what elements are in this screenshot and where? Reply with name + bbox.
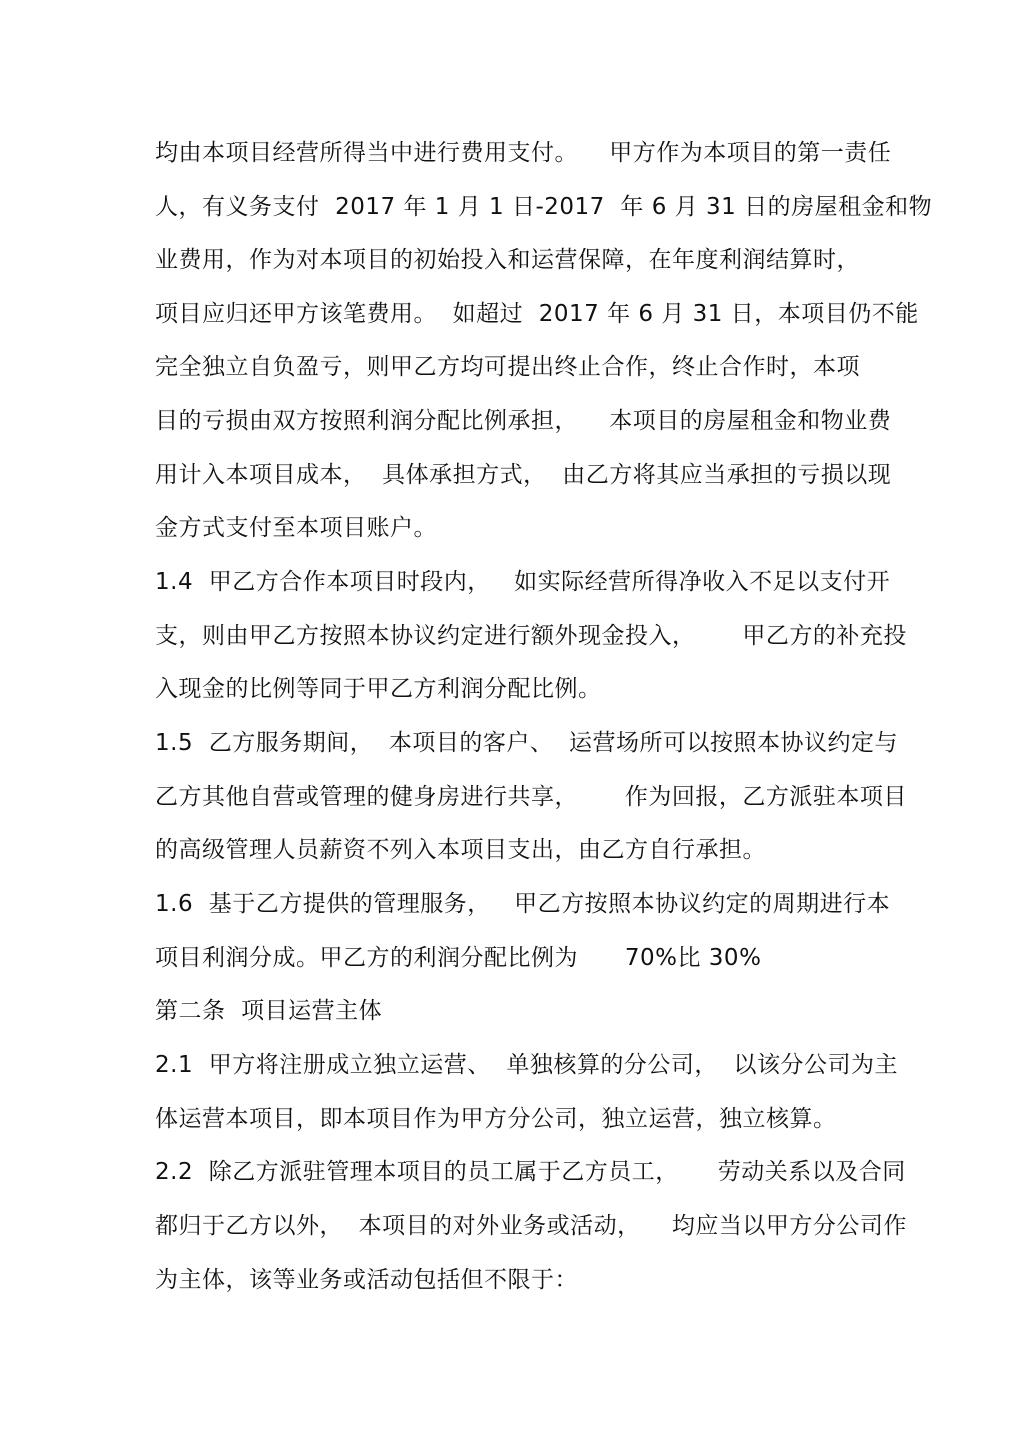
text-line: 目的亏损由双方按照利润分配比例承担， 本项目的房屋租金和物业费 [155,408,892,434]
text-line: 的高级管理人员薪资不列入本项目支出，由乙方自行承担。 [155,837,766,863]
text-line: 2.1 甲方将注册成立独立运营、 单独核算的分公司， 以该分公司为主 [155,1052,898,1078]
text-line: 项目利润分成。甲乙方的利润分配比例为 70%比 30% [155,945,762,971]
section-heading: 第二条 项目运营主体 [155,998,383,1024]
text-line: 1.5 乙方服务期间， 本项目的客户、 运营场所可以按照本协议约定与 [155,730,898,756]
text-line: 体运营本项目，即本项目作为甲方分公司，独立运营，独立核算。 [155,1106,837,1132]
text-line: 用计入本项目成本， 具体承担方式， 由乙方将其应当承担的亏损以现 [155,462,892,488]
text-line: 项目应归还甲方该笔费用。 如超过 2017 年 6 月 31 日，本项目仍不能 [155,301,919,327]
text-line: 都归于乙方以外， 本项目的对外业务或活动， 均应当以甲方分公司作 [155,1213,907,1239]
text-line: 人，有义务支付 2017 年 1 月 1 日-2017 年 6 月 31 日的房屋租金和物 [155,194,933,220]
text-line: 支，则由甲乙方按照本协议约定进行额外现金投入， 甲乙方的补充投 [155,623,907,649]
text-line: 金方式支付至本项目账户。 [155,515,437,541]
text-line: 均由本项目经营所得当中进行费用支付。 甲方作为本项目的第一责任 [155,140,892,166]
text-line: 1.4 甲乙方合作本项目时段内， 如实际经营所得净收入不足以支付开 [155,569,891,595]
text-line: 1.6 基于乙方提供的管理服务， 甲乙方按照本协议约定的周期进行本 [155,891,891,917]
text-line: 完全独立自负盈亏，则甲乙方均可提出终止合作，终止合作时，本项 [155,354,860,380]
text-line: 乙方其他自营或管理的健身房进行共享， 作为回报，乙方派驻本项目 [155,784,907,810]
text-line: 业费用，作为对本项目的初始投入和运营保障，在年度利润结算时， [155,247,860,273]
text-line: 入现金的比例等同于甲乙方利润分配比例。 [155,676,602,702]
text-line: 2.2 除乙方派驻管理本项目的员工属于乙方员工， 劳动关系以及合同 [155,1159,906,1185]
text-line: 为主体，该等业务或活动包括但不限于： [155,1267,578,1293]
